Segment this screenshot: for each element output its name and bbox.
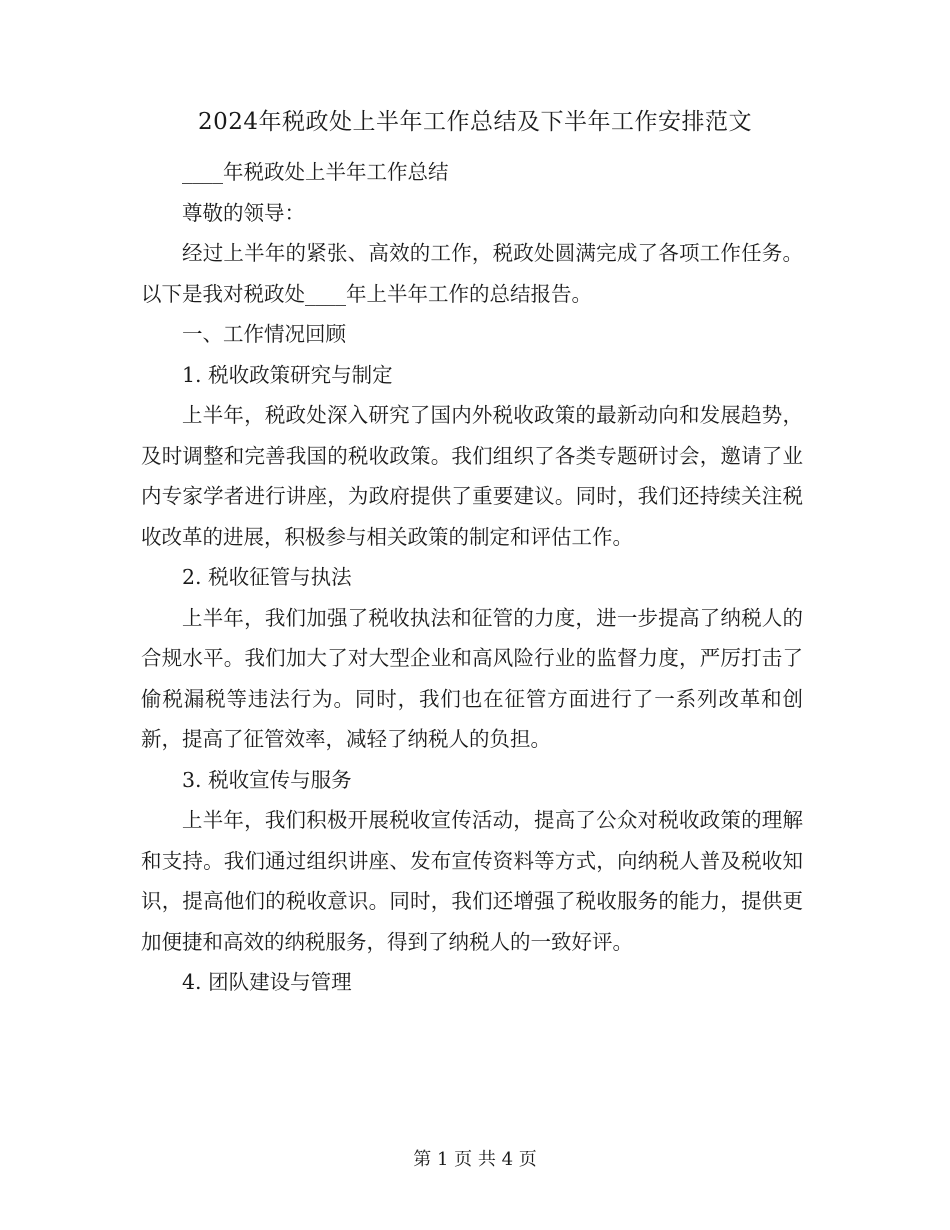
subtitle-paragraph: ____年税政处上半年工作总结 [182,160,449,184]
subsection-heading: 4. 团队建设与管理 [182,970,352,994]
subsection-heading: 3. 税收宣传与服务 [182,767,352,792]
page-footer: 第 1 页 共 4 页 [413,1149,537,1170]
body-paragraph: 上半年，税政处深入研究了国内外税收政策的最新动向和发展趋势，及时调整和完善我国的税收政策。我们组织了各类专题研讨会，邀请了业内专家学者进行讲座，为政府提供了重要建议。同时，我们还持续关注税收改革的进展，积极参与相关政策的制定和评估工作。 [141,403,803,549]
document-title: 2024年税政处上半年工作总结及下半年工作安排范文 [197,109,753,135]
body-paragraph: 上半年，我们加强了税收执法和征管的力度，进一步提高了纳税人的合规水平。我们加大了对大型企业和高风险行业的监督力度，严厉打击了偷税漏税等违法行为。同时，我们也在征管方面进行了一系列改革和创新，提高了征管效率，减轻了纳税人的负担。 [141,605,803,751]
intro-paragraph: 经过上半年的紧张、高效的工作，税政处圆满完成了各项工作任务。以下是我对税政处____年上半年工作的总结报告。 [141,241,803,306]
section-heading: 一、工作情况回顾 [182,322,346,346]
subsection-heading: 1. 税收政策研究与制定 [182,362,393,387]
subsection-heading: 2. 税收征管与执法 [182,565,352,589]
salutation-paragraph: 尊敬的领导： [182,200,305,225]
document-body [141,152,803,1003]
body-paragraph: 上半年，我们积极开展税收宣传活动，提高了公众对税收政策的理解和支持。我们通过组织讲座、发布宣传资料等方式，向纳税人普及税收知识，提高他们的税收意识。同时，我们还增强了税收服务的能力，提供更加便捷和高效的纳税服务，得到了纳税人的一致好评。 [141,808,803,954]
